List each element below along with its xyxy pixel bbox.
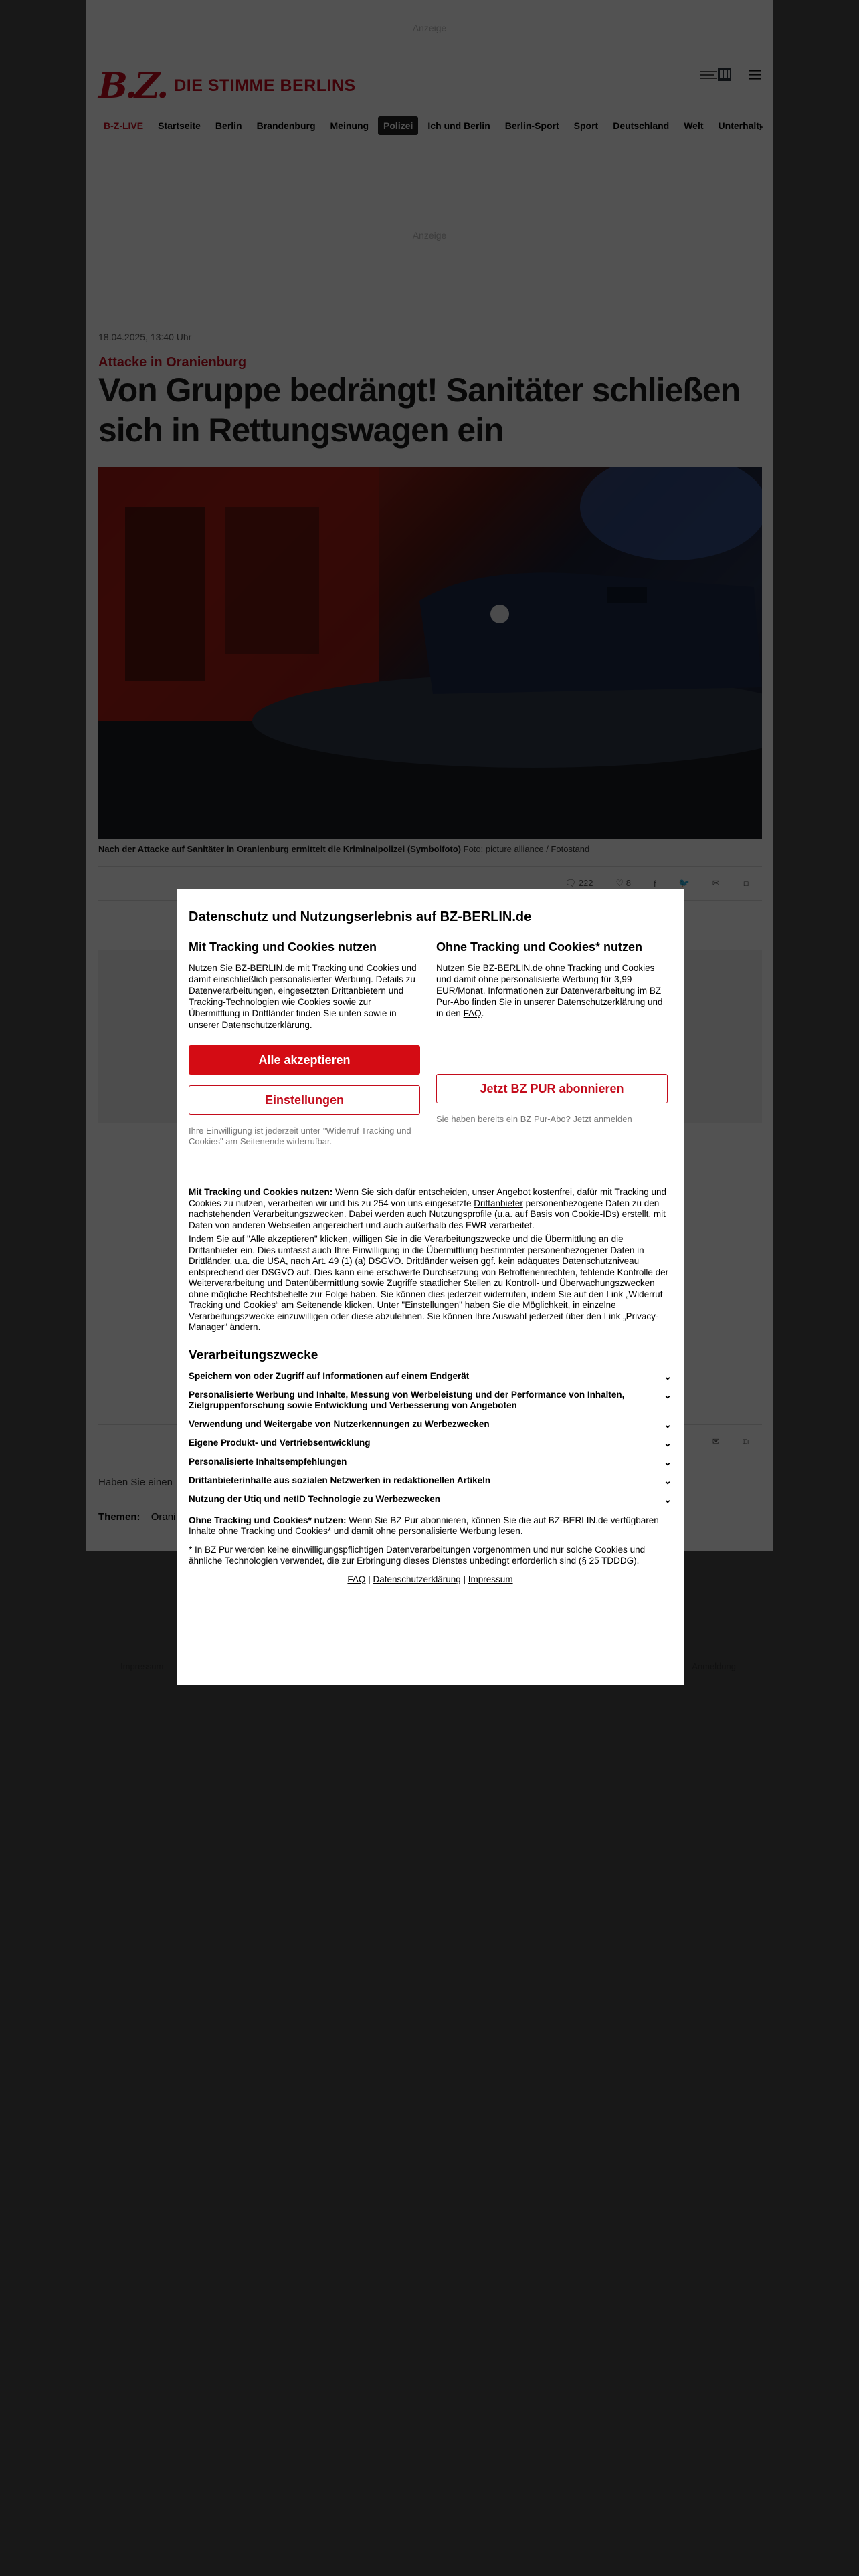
login-link[interactable]: Jetzt anmelden [573,1114,632,1124]
privacy-link-right[interactable]: Datenschutzerklärung [557,997,646,1007]
purpose-item[interactable] [189,1371,672,1382]
purpose-item[interactable] [189,1494,672,1505]
right-note-text: Sie haben bereits ein BZ Pur-Abo? [436,1114,571,1124]
modal-footer-links: FAQ | Datenschutzerklärung | Impressum [347,1574,513,1584]
consent-right-column [436,940,670,1147]
long-bold: Mit Tracking und Cookies nutzen: [189,1187,333,1197]
right-note [436,1114,670,1125]
chevron-down-icon: ⌄ [664,1437,672,1448]
note2-text: * In BZ Pur werden keine einwilligungspflichtigen Datenverarbeitungen vorgenommen und nur solche Cookies und ähnliche Technologien verwendet, die zur Erbringung dieses Dienstes unbedingt erforderlich sind (§ 25 TDDDG). [189,1544,646,1566]
third-party-link[interactable]: Drittanbieter [474,1198,523,1208]
purpose-item[interactable] [189,1475,672,1486]
purposes-title: Verarbeitungszwecke [189,1348,318,1362]
footer-link-impressum[interactable]: Impressum [468,1574,513,1584]
chevron-down-icon: ⌄ [664,1493,672,1505]
chevron-down-icon: ⌄ [664,1475,672,1486]
accept-all-button[interactable]: Alle akzeptieren [189,1045,420,1075]
faq-link-right[interactable]: FAQ [463,1008,482,1018]
footer-link-faq[interactable]: FAQ [347,1574,366,1584]
purpose-label: Personalisierte Inhaltsempfehlungen [189,1456,347,1467]
long-text-2: personenbezogene Daten zu den nachstehenden Verarbeitungszwecken. Dabei werden auch Nutzungsprofile (u.a. auf Basis von Cookie-IDs) erstellt, mit Daten von anderen Webseiten angereichert und auch außerhalb des EWR verarbeitet. [189,1198,666,1230]
purpose-item[interactable] [189,1438,672,1448]
purpose-label: Verwendung und Weitergabe von Nutzerkennungen zu Werbezwecken [189,1418,490,1429]
consent-notes [189,1515,672,1566]
consent-title: Datenschutz und Nutzungserlebnis auf BZ-BERLIN.de [189,909,532,924]
purpose-label: Speichern von oder Zugriff auf Informationen auf einem Endgerät [189,1370,470,1381]
purpose-label: Eigene Produkt- und Vertriebsentwicklung [189,1437,371,1448]
purpose-item[interactable] [189,1457,672,1467]
purpose-label: Nutzung der Utiq und netID Technologie zu Werbezwecken [189,1493,441,1504]
purpose-item[interactable] [189,1419,672,1430]
tracking-explanation [189,1187,672,1333]
left-heading: Mit Tracking und Cookies nutzen [189,940,377,954]
purpose-label: Personalisierte Werbung und Inhalte, Messung von Werbeleistung und der Performance von Inhalten, Zielgruppenforschung sowie Entwicklung und Verbesserung von Angeboten [189,1389,625,1410]
subscribe-button[interactable]: Jetzt BZ PUR abonnieren [436,1074,668,1103]
privacy-link-left[interactable]: Datenschutzerklärung [221,1020,310,1030]
left-text: Nutzen Sie BZ-BERLIN.de mit Tracking und Cookies und damit einschließlich personalisierter Werbung. Details zu Datenverarbeitungen, eingesetzten Drittanbietern und Tracking-Technologien wie Cookies sowie zur Übermittlung in Drittländer finden Sie unten sowie in unserer Datenschutzerklärung. [189,963,417,1030]
right-text: Nutzen Sie BZ-BERLIN.de ohne Tracking und Cookies und damit ohne personalisierte Werbung für 3,99 EUR/Monat. Informationen zur Datenverarbeitung im BZ Pur-Abo finden Sie in unserer Datenschutzerklärung und in den FAQ. [436,963,663,1018]
purpose-item[interactable] [189,1390,672,1411]
chevron-down-icon: ⌄ [664,1389,672,1400]
footer-link-privacy[interactable]: Datenschutzerklärung [373,1574,461,1584]
chevron-down-icon: ⌄ [664,1370,672,1382]
settings-button[interactable]: Einstellungen [189,1085,420,1115]
long-text-3: Indem Sie auf "Alle akzeptieren" klicken, willigen Sie in die Verarbeitungszwecke und die Übermittlung an die Drittanbieter ein. Dies umfasst auch Ihre Einwilligung in die Übermittlung bestimmter personenbezogener Daten in Drittländer, u.a. die USA, nach Art. 49 (1) (a) DSGVO. Drittländer weisen ggf. kein adäquates Datenschutzniveau entsprechend der DSGVO auf. Dies kann eine erschwerte Durchsetzung von Betroffenenrechten, fehlende Kontrolle der Weiterverarbeitung und Datenübermittlung sowie Zugriffe staatlicher Stellen zu Kontroll- und Überwachungszwecken ohne mögliche Rechtsbehelfe zur Folge haben. Sie können dies jederzeit widerrufen, indem Sie auf den Link „Widerruf Tracking und Cookies“ am Seitenende klicken. Unter "Einstellungen" haben Sie die Möglichkeit, in einzelne Verarbeitungszwecke einzuwilligen oder diese abzulehnen. Sie können Ihre Auswahl jederzeit über den Link „Privacy-Manager“ ändern. [189,1234,669,1332]
left-note: Ihre Einwilligung ist jederzeit unter "Widerruf Tracking und Cookies" am Seitenende widerrufbar. [189,1125,411,1146]
note1-bold: Ohne Tracking und Cookies* nutzen: [189,1515,347,1525]
purposes-section [189,1348,672,1505]
right-text-body: Nutzen Sie BZ-BERLIN.de ohne Tracking und Cookies und damit ohne personalisierte Werbung für 3,99 EUR/Monat. Informationen zur Datenverarbeitung im BZ Pur-Abo finden Sie in unserer [436,963,662,1007]
note1-text: Wenn Sie BZ Pur abonnieren, können Sie die auf BZ-BERLIN.de verfügbaren Inhalte ohne Tracking und Cookies* und damit ohne personalisierte Werbung lesen. [189,1515,659,1536]
consent-left-column [189,940,423,1147]
chevron-down-icon: ⌄ [664,1418,672,1430]
right-and: und in den [436,997,663,1018]
chevron-down-icon: ⌄ [664,1456,672,1467]
right-heading: Ohne Tracking und Cookies* nutzen [436,940,643,954]
purpose-label: Drittanbieterinhalte aus sozialen Netzwerken in redaktionellen Artikeln [189,1475,491,1485]
consent-modal [177,889,684,1685]
long-text-1: Wenn Sie sich dafür entscheiden, unser Angebot kostenfrei, dafür mit Tracking und Cookies zu nutzen, verarbeiten wir und bis zu 254 von uns eingesetzte [189,1187,667,1208]
left-text-body: Nutzen Sie BZ-BERLIN.de mit Tracking und Cookies und damit einschließlich personalisierter Werbung. Details zu Datenverarbeitungen, eingesetzten Drittanbietern und Tracking-Technologien wie Cookies sowie zur Übermittlung in Drittländer finden Sie unten sowie in unserer [189,963,417,1030]
